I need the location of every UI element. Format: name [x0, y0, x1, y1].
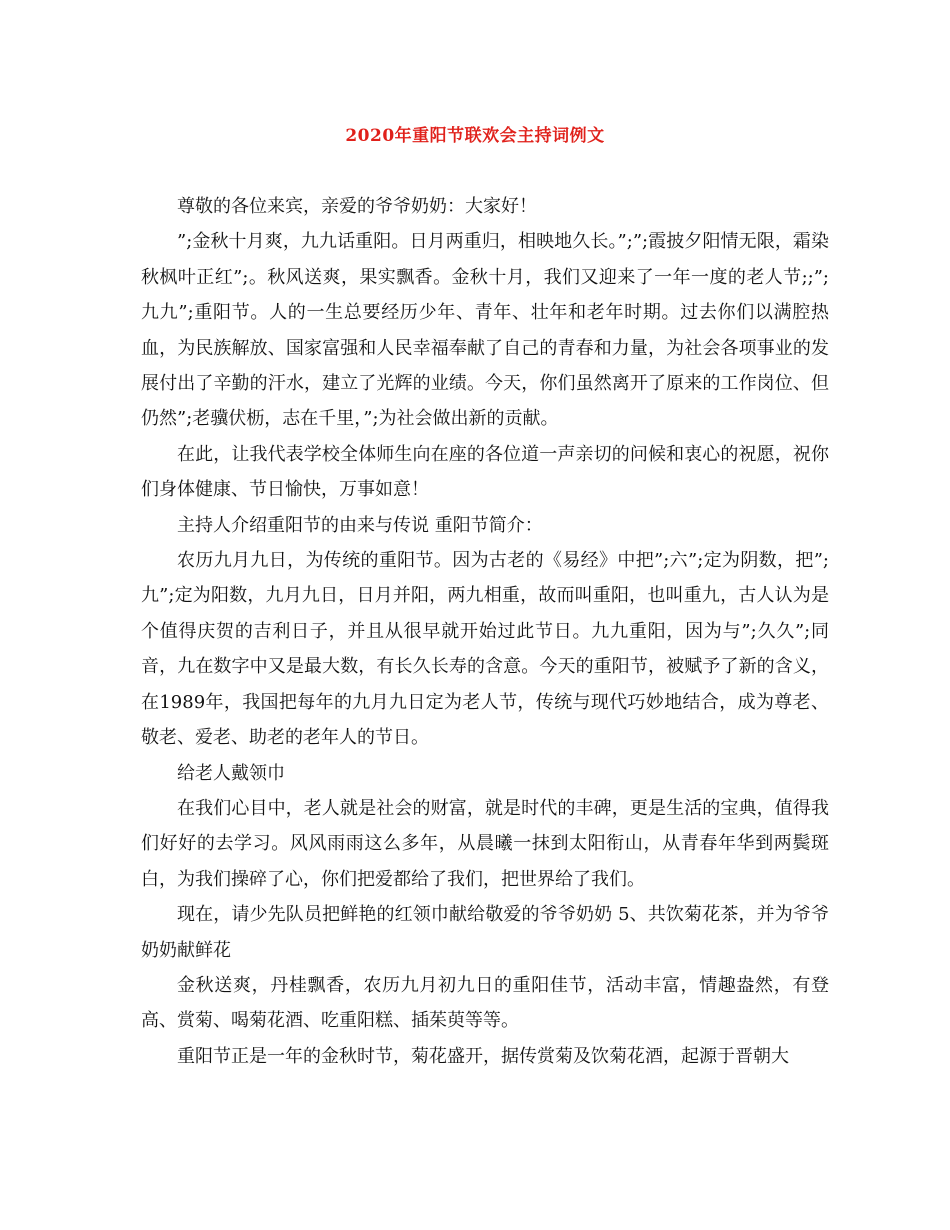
paragraph-activities: 金秋送爽，丹桂飘香，农历九月初九日的重阳佳节，活动丰富，情趣盎然，有登高、赏菊、喝菊花酒、吃重阳糕、插茱萸等等。 — [141, 974, 829, 1032]
paragraph-opening: ”;金秋十月爽，九九话重阳。日月两重归，相映地久长。”;”;霞披夕阳情无限，霜染秋枫叶正红”;。秋风送爽，果实飘香。金秋十月，我们又迎来了一年一度的老人节;;”;九九”;重阳节。人的一生总要经历少年、青年、壮年和老年时期。过去你们以满腔热血，为民族解放、国家富强和人民幸福奉献了自己的青春和力量，为社会各项事业的发展付出了辛勤的汗水，建立了光辉的业绩。今天，你们虽然离开了原来的工作岗位、但仍然”;老骥伏枥，志在千里，”;为社会做出新的贡献。 — [141, 231, 829, 430]
document-title: 2020年重阳节联欢会主持词例文 — [345, 126, 605, 146]
paragraph-origin-detail: 农历九月九日，为传统的重阳节。因为古老的《易经》中把”;六”;定为阴数，把”;九”;定为阳数，九月九日，日月并阳，两九相重，故而叫重阳，也叫重九，古人认为是个值得庆贺的吉利日子，并且从很早就开始过此节日。九九重阳，因为与”;久久”;同音，九在数字中又是最大数，有长久长寿的含意。今天的重阳节，被赋予了新的含义，在1989年，我国把每年的九月九日定为老人节，传统与现代巧妙地结合，成为尊老、敬老、爱老、助老的老年人的节日。 — [141, 550, 829, 749]
paragraph-chrysanthemum: 重阳节正是一年的金秋时节，菊花盛开，据传赏菊及饮菊花酒，起源于晋朝大 — [177, 1045, 789, 1067]
document-body — [141, 189, 829, 1074]
paragraph-scarf-detail: 在我们心目中，老人就是社会的财富，就是时代的丰碑，更是生活的宝典，值得我们好好的去学习。风风雨雨这么多年，从晨曦一抹到太阳衔山，从青春年华到两鬓斑白，为我们操碎了心，你们把爱都给了我们，把世界给了我们。 — [141, 797, 829, 890]
paragraph-greeting: 尊敬的各位来宾，亲爱的爷爷奶奶：大家好！ — [177, 196, 537, 217]
paragraph-wishes: 在此，让我代表学校全体师生向在座的各位道一声亲切的问候和衷心的祝愿，祝你们身体健康、节日愉快，万事如意！ — [141, 443, 829, 501]
paragraph-present-scarf: 现在，请少先队员把鲜艳的红领巾献给敬爱的爷爷奶奶 5、共饮菊花茶，并为爷爷奶奶献鲜花 — [141, 904, 829, 961]
paragraph-section-scarf: 给老人戴领巾 — [177, 762, 285, 784]
paragraph-section-origin: 主持人介绍重阳节的由来与传说 重阳节简介： — [177, 514, 543, 536]
